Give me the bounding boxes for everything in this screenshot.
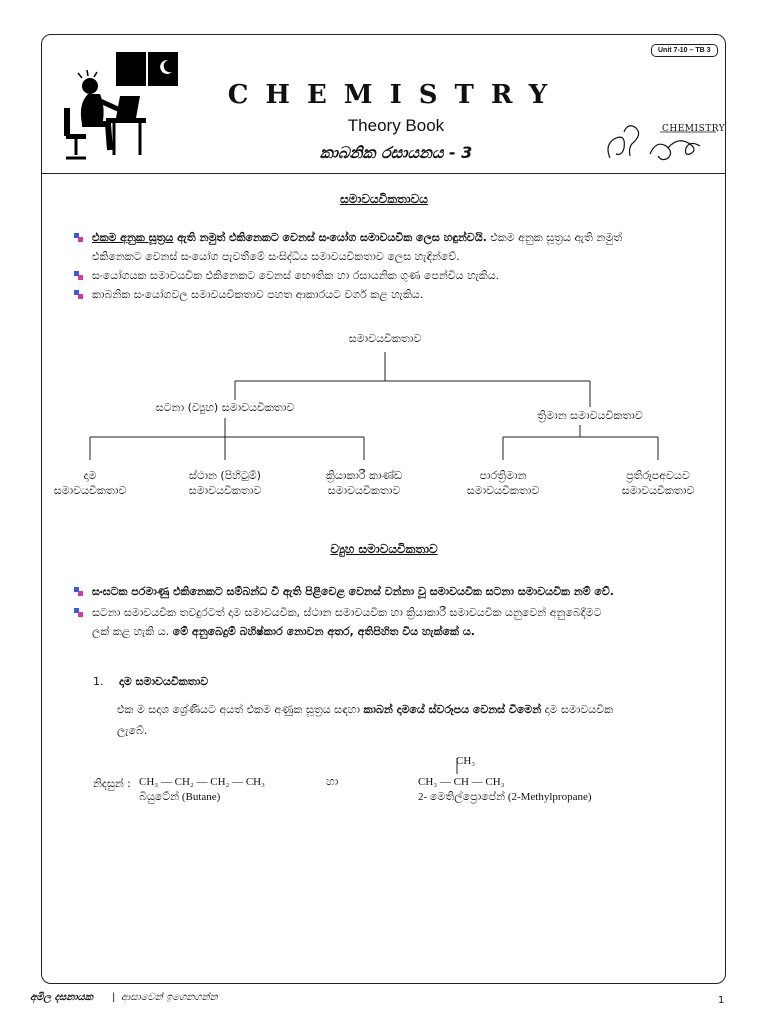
footer-tagline: ආසාවෙන් ඉගෙනගන්න: [121, 992, 218, 1003]
unit-badge: Unit 7-10 – TB 3: [651, 44, 718, 57]
example-label: නිදසුන් :: [93, 777, 131, 790]
footer-author: අමිල දසනායක: [30, 992, 93, 1003]
footer-separator: |: [112, 992, 116, 1003]
leaf-line1: ස්ථාන (පිහිටුම්): [189, 469, 261, 482]
topic-title: කාබනික රසායනය - 3: [319, 143, 473, 162]
tree-root-isomerism: සමාවයවිකතාව: [348, 332, 422, 345]
leaf-line1: දාම: [83, 469, 97, 482]
tree-node-structural: සටනා (ව්‍යුහ) සමාවයවිකතාව: [155, 401, 295, 414]
bullet-1-line2: එකිනෙකට වෙනස් සංයෝග පැවතීමේ සංසිද්ධිය සමාවයවිකතාව ලෙස හැඳින්වේ.: [92, 250, 460, 263]
leaf-line1: ක්‍රියාකාරී කාණ්ඩ: [325, 469, 403, 482]
page-number: 1: [718, 995, 725, 1006]
structural-bullet-2-line2a: ලක් කළ හැකි ය.: [92, 625, 173, 638]
bullet-text-2: සංයෝගයක සමාවයවික එකිනෙකට වෙනස් භෞතික හා රසායනික ගුණ පෙන්විය හැකිය.: [92, 269, 500, 282]
leaf-line2: සමාවයවිකතාව: [188, 484, 262, 497]
leaf-line2: සමාවයවිකතාව: [53, 484, 127, 497]
bullet-1-bold: ඇති නමුත් එකිනෙකට වෙනස් සංයෝග සමාවයවික ලෙස හඳුන්වයි.: [173, 231, 487, 244]
desc-part-c: දාම සමාවයවික: [541, 703, 614, 716]
structural-bullet-1: සංඝටක පරමාණු එකිනෙකට සම්බන්ධ වී ඇති පිළිවෙළ වෙනස් වන්නා වූ සමාවයවික සටනා සමාවයවික නම් වේ.: [92, 585, 614, 598]
tree-node-stereo: ත්‍රිමාන සමාවයවිකතාව: [537, 409, 643, 422]
desc-part-a: එක ම සදාශ ශ්‍රේණියට අයත් එකම අණුක සූත්‍රය සඳහා: [117, 703, 364, 716]
section-title-structural: ව්‍යුහ සමාවයවිකතාව: [330, 542, 438, 556]
structural-bullet-2-line1: සටනා සමාවයවික තවදුරටත් දාම සමාවයවික, ස්ථාන සමාවයවික හා ක්‍රියාකාරී සමාවයවික යනුවෙන් අනුබෙදීමට: [92, 606, 602, 619]
branch-methyl: CH₃: [456, 755, 476, 767]
leaf-line2: සමාවයවිකතාව: [466, 484, 540, 497]
and-text: හා: [326, 776, 339, 788]
bullet-1-text: එකම අනුක සූත්‍රය ඇති නමුත්: [486, 231, 623, 244]
butane-formula: CH₃ — CH₂ — CH₂ — CH₃: [139, 776, 265, 788]
page-title: CHEMISTRY: [227, 80, 565, 110]
section-title-isomerism: සමාවයවිකතාවය: [340, 192, 428, 206]
item-heading: දාම සමාවයවිකතාව: [119, 675, 209, 688]
bullet-1-lead: එකම අනුක සූත්‍රය: [92, 231, 174, 244]
methylpropane-formula: CH₃ — CH — CH₃: [418, 776, 505, 788]
desc-part-b: කාබන් දාමයේ ස්වරූපය වෙනස් වීමෙන්: [363, 703, 542, 716]
leaf-line1: ප්‍රතිරූපඅවයව: [626, 469, 690, 482]
butane-name: බියුටේන් (Butane): [139, 791, 221, 803]
page-subtitle: Theory Book: [347, 116, 445, 135]
bullet-text-3: කාබනික සංයෝගවල සමාවයවිකතාව පහත ආකාරයට වර්ග කළ හැකිය.: [92, 288, 424, 301]
leaf-line2: සමාවයවිකතාව: [621, 484, 695, 497]
desc-line2: ලැබේ.: [117, 724, 148, 737]
signature-label: CHEMISTRY: [662, 124, 726, 134]
methylpropane-name: 2- මෙතිල්ප්‍රොපේන් (2-Methylpropane): [418, 791, 592, 803]
structural-bullet-2-line2b: මේ අනුබෙදුම් බහිෂ්කාර නොවන අතර, අතිපිහිත විය හැක්කේ ය.: [172, 625, 475, 638]
leaf-line2: සමාවයවිකතාව: [327, 484, 401, 497]
leaf-line1: පාරත්‍රිමාන: [479, 469, 527, 482]
item-number: 1.: [93, 675, 104, 688]
